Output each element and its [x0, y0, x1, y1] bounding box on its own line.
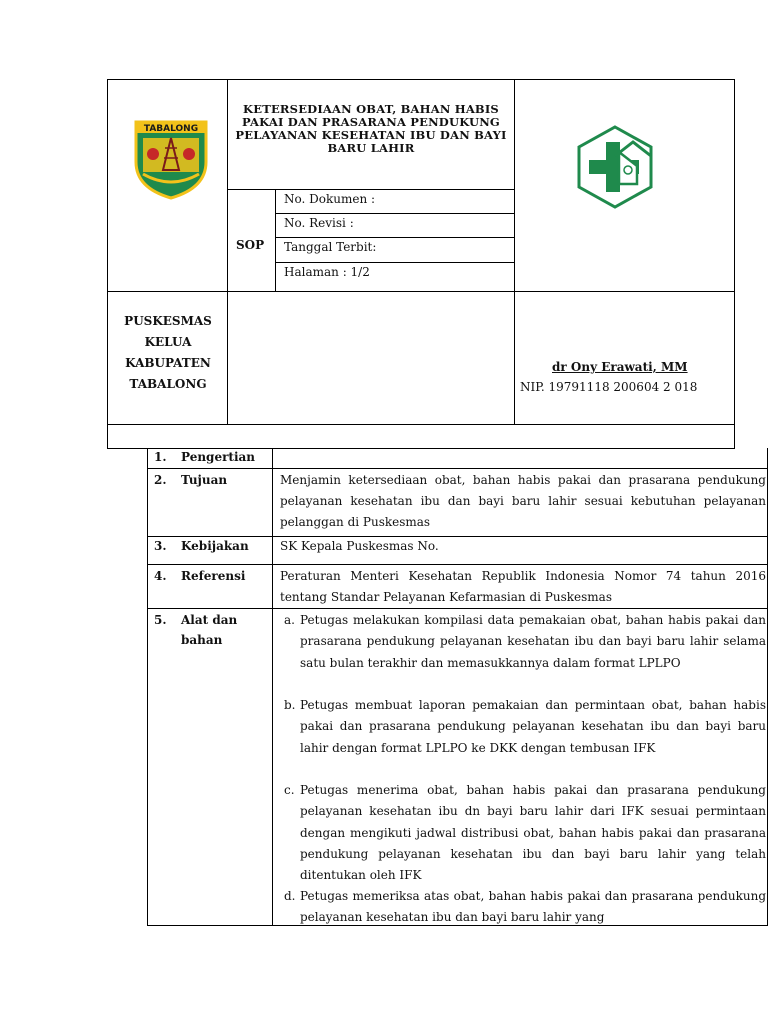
- list-item-text: Petugas menerima obat, bahan habis pakai dan prasarana pendukung pelayanan kesehatan ibu dn bayi baru lahir dari IFK sesuai permintaan dengan mengikuti jadwal distribusi obat, bahan habis pakai dan prasarana pendukung pelayanan kesehatan ibu dan bayi baru lahir yang telah ditentukan oleh IFK: [300, 783, 766, 883]
- list-marker: b.: [284, 698, 296, 712]
- section-number: 3.: [154, 539, 167, 553]
- section-label-tujuan: Tujuan: [181, 473, 228, 487]
- section-label-kebijakan: Kebijakan: [181, 539, 249, 553]
- document-number: No. Dokumen :: [284, 192, 376, 206]
- signer-nip: NIP. 19791118 200604 2 018: [520, 380, 698, 394]
- org-line: PUSKESMAS: [124, 314, 212, 328]
- list-item: [284, 610, 766, 674]
- section-label-pengertian: Pengertian: [181, 450, 256, 464]
- section-number: 5.: [154, 613, 167, 627]
- section-number: 4.: [154, 569, 167, 583]
- org-line: TABALONG: [129, 377, 207, 391]
- page-number: Halaman : 1/2: [284, 265, 370, 279]
- list-marker: d.: [284, 889, 296, 903]
- section-label-referensi: Referensi: [181, 569, 246, 583]
- section-number: 1.: [154, 450, 167, 464]
- list-item: [284, 780, 766, 886]
- issue-date: Tanggal Terbit:: [284, 240, 377, 254]
- org-line: KABUPATEN: [125, 356, 211, 370]
- list-item-text: Petugas melakukan kompilasi data pemakaian obat, bahan habis pakai dan prasarana pendukung pelayanan kesehatan ibu dan bayi baru lahir selama satu bulan terakhir dan memasukkannya dalam format LPLPO: [300, 613, 766, 670]
- sop-label: SOP: [236, 238, 265, 252]
- section-text-kebijakan: SK Kepala Puskesmas No.: [280, 539, 439, 553]
- list-item: [284, 886, 766, 924]
- svg-text:TABALONG: TABALONG: [143, 124, 199, 134]
- signer-name: dr Ony Erawati, MM: [552, 360, 688, 374]
- puskesmas-logo: [575, 124, 655, 210]
- section-number: 2.: [154, 473, 167, 487]
- org-line: KELUA: [144, 335, 192, 349]
- list-marker: a.: [284, 613, 295, 627]
- tabalong-logo: [133, 118, 209, 200]
- list-item-text: Petugas memeriksa atas obat, bahan habis pakai dan prasarana pendukung pelayanan kesehatan ibu dan bayi baru lahir yang: [300, 889, 766, 924]
- list-item: [284, 695, 766, 759]
- section-label-alat-dan-bahan: Alat dan bahan: [181, 613, 238, 647]
- list-marker: c.: [284, 783, 295, 797]
- section-text-referensi: Peraturan Menteri Kesehatan Republik Indonesia Nomor 74 tahun 2016 tentang Standar Pelayanan Kefarmasian di Puskesmas: [280, 569, 766, 604]
- list-item-text: Petugas membuat laporan pemakaian dan permintaan obat, bahan habis pakai dan prasarana pendukung pelayanan kesehatan ibu dan bayi baru lahir dengan format LPLPO ke DKK dengan tembusan IFK: [300, 698, 766, 755]
- document-title: KETERSEDIAAN OBAT, BAHAN HABIS PAKAI DAN PRASARANA PENDUKUNG PELAYANAN KESEHATAN IBU DAN BAYI BARU LAHIR: [235, 102, 507, 155]
- section-text-tujuan: Menjamin ketersediaan obat, bahan habis pakai dan prasarana pendukung pelayanan kesehatan ibu dan bayi baru lahir sesuai kebutuhan pelayanan pelanggan di Puskesmas: [280, 473, 766, 529]
- revision-number: No. Revisi :: [284, 216, 354, 230]
